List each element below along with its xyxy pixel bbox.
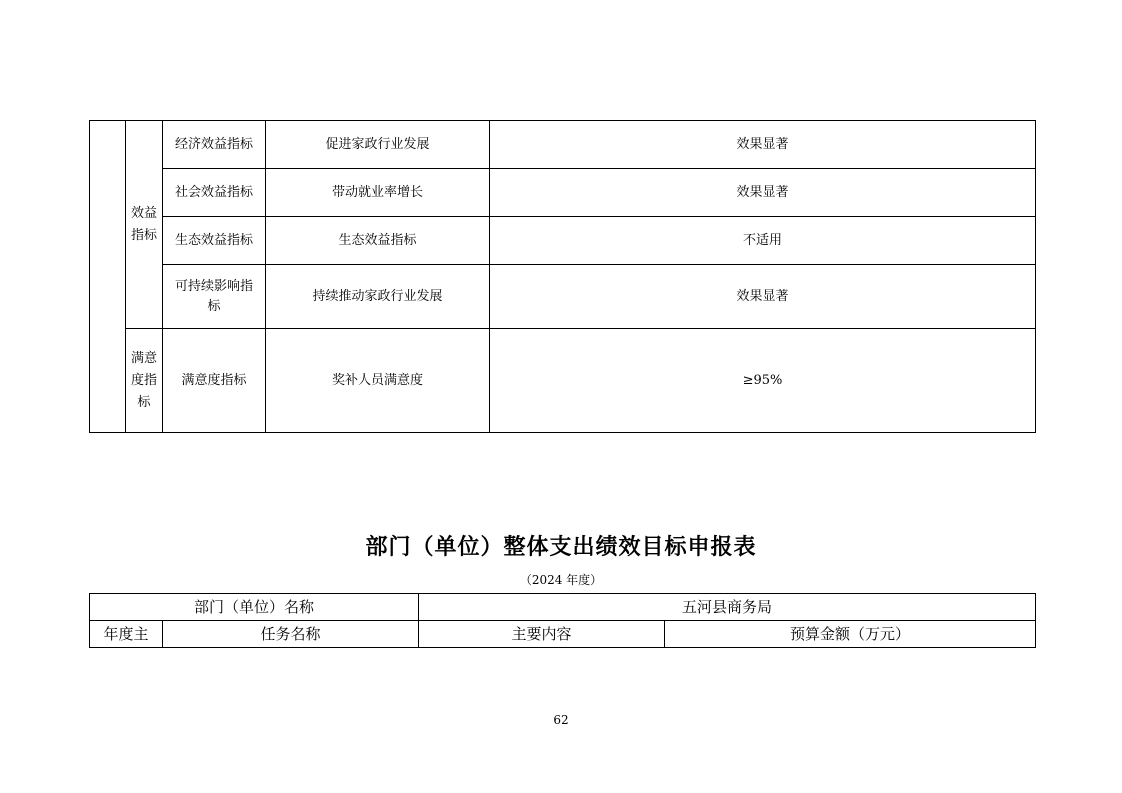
category-label-satisfaction: 满意度指标 [126, 329, 163, 433]
dept-expenditure-form-table [89, 593, 1036, 648]
form-title: 部门（单位）整体支出绩效目标申报表 [365, 535, 757, 560]
header-annual: 年度主 [90, 621, 163, 648]
header-task-name: 任务名称 [163, 621, 419, 648]
indicator-cell: 可持续影响指标 [163, 265, 266, 329]
table-row [90, 329, 1036, 433]
form-subtitle: （2024 年度） [519, 573, 603, 587]
value-cell: 效果显著 [490, 121, 1036, 169]
table-row [90, 217, 1036, 265]
benefit-indicator-table [89, 120, 1036, 433]
table-row [90, 265, 1036, 329]
item-cell: 奖补人员满意度 [266, 329, 490, 433]
indicator-cell: 满意度指标 [163, 329, 266, 433]
indicator-cell: 社会效益指标 [163, 169, 266, 217]
value-cell: ≥95% [490, 329, 1036, 433]
value-cell: 不适用 [490, 217, 1036, 265]
dept-name-label: 部门（单位）名称 [90, 594, 419, 621]
table-row [90, 621, 1036, 648]
item-cell: 带动就业率增长 [266, 169, 490, 217]
page-number: 62 [553, 713, 569, 727]
indicator-cell: 生态效益指标 [163, 217, 266, 265]
category-label-benefit: 效益指标 [126, 121, 163, 329]
value-cell: 效果显著 [490, 265, 1036, 329]
indicator-cell: 经济效益指标 [163, 121, 266, 169]
item-cell: 促进家政行业发展 [266, 121, 490, 169]
blank-outer-cell [90, 121, 126, 433]
item-cell: 持续推动家政行业发展 [266, 265, 490, 329]
table-row [90, 169, 1036, 217]
header-budget: 预算金额（万元） [665, 621, 1036, 648]
table-row [90, 121, 1036, 169]
dept-name-value: 五河县商务局 [419, 594, 1036, 621]
item-cell: 生态效益指标 [266, 217, 490, 265]
header-main-content: 主要内容 [419, 621, 665, 648]
table-row [90, 594, 1036, 621]
value-cell: 效果显著 [490, 169, 1036, 217]
